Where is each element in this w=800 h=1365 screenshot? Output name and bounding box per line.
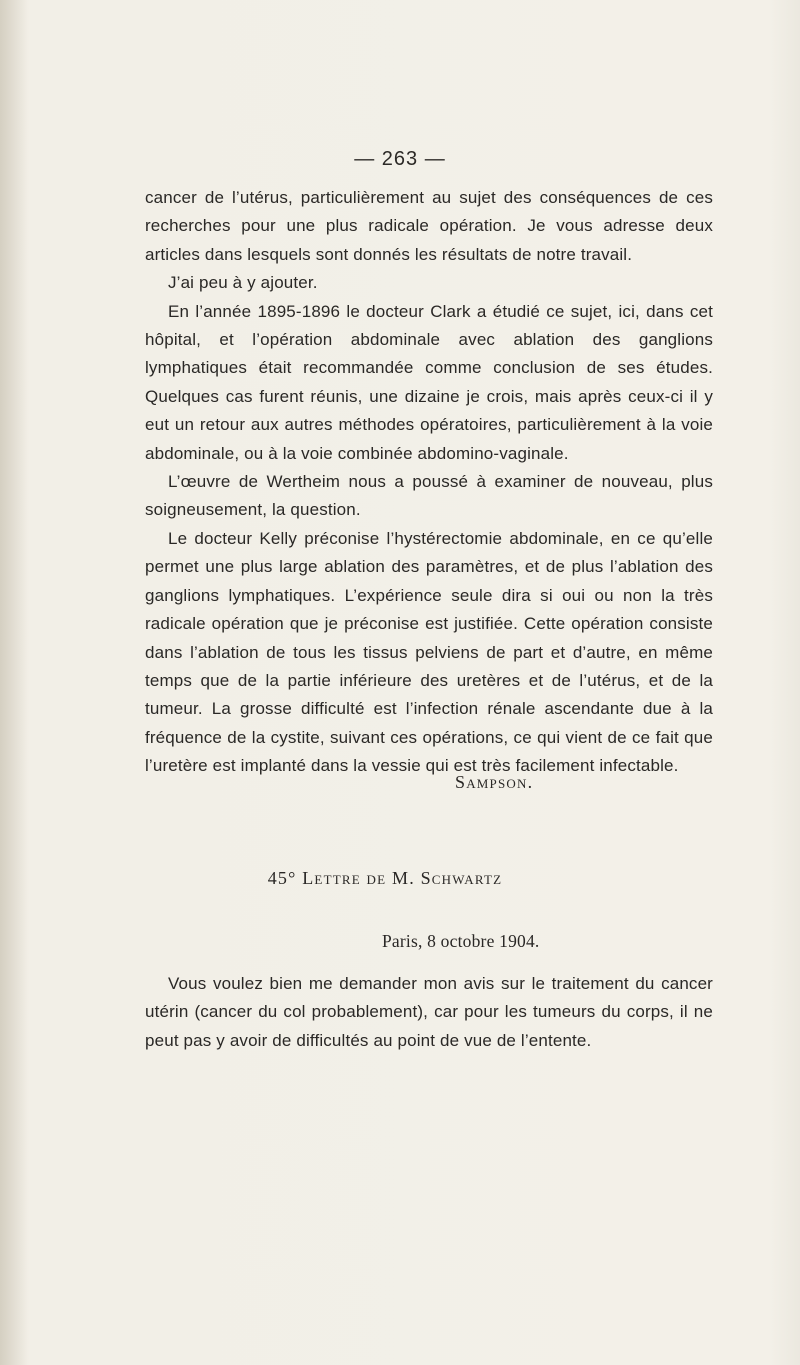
page-number: — 263 —	[354, 148, 446, 170]
paragraph: Le docteur Kelly préconise l’hystérectomie abdominale, en ce qu’elle permet une plus large ablation des paramètres, et de plus l’ablation des ganglions lymphatiques. L’expérience seule dira si oui ou non la très radicale opération que je préconise est justifiée. Cette opération consiste dans l’ablation de tous les tissus pelviens de part et d’autre, en même temps que de la partie inférieure des uretères et de l’utérus, et de la tumeur. La grosse difficulté est l’infection rénale ascendante due à la fréquence de la cystite, suivant ces opérations, ce qui vient de ce fait que l’uretère est implanté dans la vessie qui est très facilement infectable.	[145, 528, 713, 776]
page-edge-shadow	[0, 0, 28, 1365]
paragraph: En l’année 1895-1896 le docteur Clark a étudié ce sujet, ici, dans cet hôpital, et l’opération abdominale avec ablation des ganglions lymphatiques était recommandée comme conclusion de ses études. Quelques cas furent réunis, une dizaine je crois, mais après ceux-ci il y eut un retour aux autres méthodes opératoires, particulièrement à la voie abdominale, ou à la voie combinée abdomino-vaginale.	[145, 301, 713, 463]
paragraph: Vous voulez bien me demander mon avis sur le traitement du cancer utérin (cancer du col probablement), car pour les tumeurs du corps, il ne peut pas y avoir de difficultés au point de vue de l’entente.	[145, 974, 713, 1050]
letter-dateline: Paris, 8 octobre 1904.	[382, 931, 540, 951]
letter-title: 45° Lettre de M. Schwartz	[267, 868, 503, 888]
paragraph: J’ai peu à y ajouter.	[168, 273, 318, 293]
paragraph: L’œuvre de Wertheim nous a poussé à examiner de nouveau, plus soigneusement, la question.	[145, 472, 713, 520]
body-text	[145, 184, 713, 781]
paragraph-continuation: cancer de l’utérus, particulièrement au sujet des conséquences de ces recherches pour une plus radicale opération. Je vous adresse deux articles dans lesquels sont donnés les résultats de notre travail.	[145, 188, 713, 264]
signature: Sampson.	[455, 772, 534, 792]
letter-body	[145, 970, 713, 1055]
